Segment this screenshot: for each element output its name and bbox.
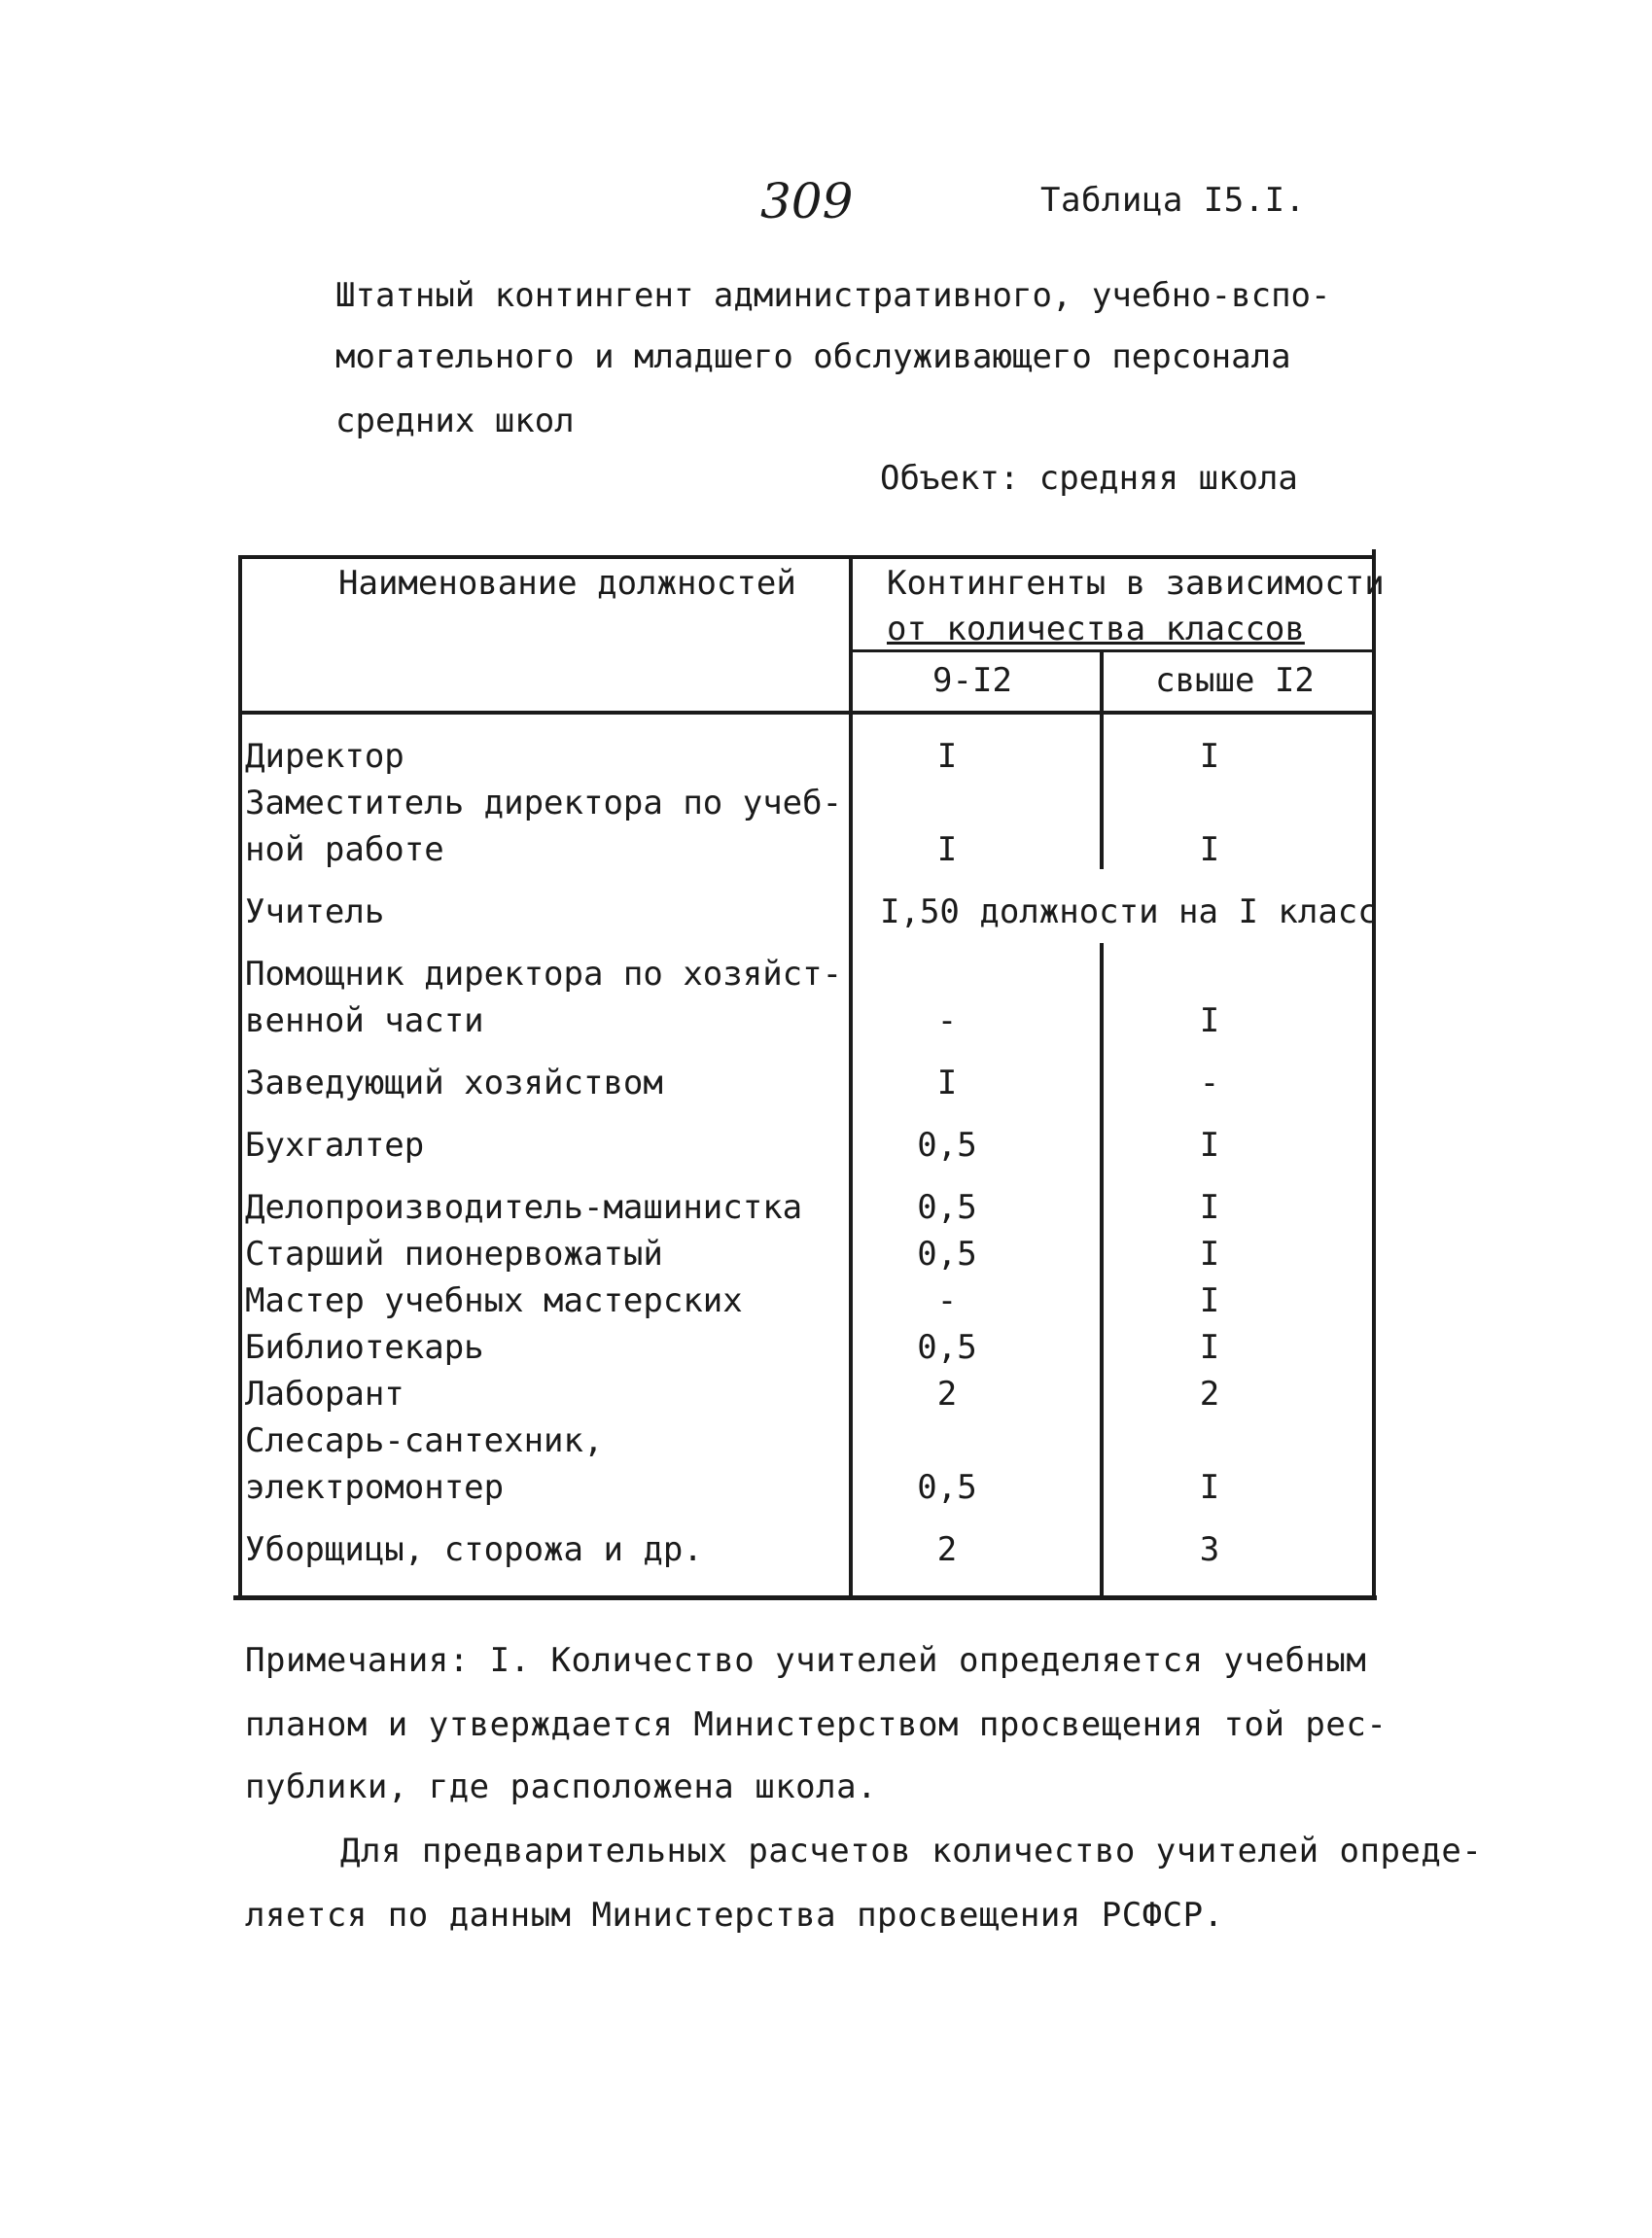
row-name-cont: электромонтер: [245, 1468, 505, 1507]
row-value-over-12: I: [1199, 1126, 1220, 1165]
table-sub-divider-lower: [1100, 943, 1104, 1595]
notes-paragraph-line-2: ляется по данным Министерства просвещения РСФСР.: [245, 1896, 1224, 1935]
row-name: Слесарь-сантехник,: [245, 1421, 604, 1460]
row-value-over-12: I: [1199, 1235, 1220, 1274]
row-value-9-12: 2: [936, 1530, 958, 1569]
row-value-over-12: 3: [1199, 1530, 1220, 1569]
row-value-over-12: 2: [1199, 1375, 1220, 1414]
row-name-cont: ной работе: [245, 830, 444, 869]
caption-line-2: могательного и младшего обслуживающего персонала: [335, 337, 1291, 376]
row-value-over-12: I: [1199, 1001, 1220, 1040]
row-name: Мастер учебных мастерских: [245, 1281, 743, 1320]
caption-line-3: средних школ: [335, 402, 575, 440]
row-value-9-12: I: [936, 1064, 958, 1102]
table-right-border: [1372, 549, 1376, 1599]
row-value-9-12: 0,5: [917, 1235, 977, 1274]
header-position-name: Наименование должностей: [338, 564, 796, 603]
row-name: Лаборант: [245, 1375, 404, 1414]
row-value-9-12: -: [936, 1281, 958, 1320]
row-name: Делопроизводитель-машинистка: [245, 1188, 803, 1227]
page-number: 309: [760, 173, 854, 229]
table-name-divider: [849, 555, 853, 1599]
table-header-rule: [241, 711, 1376, 715]
caption-line-1: Штатный контингент административного, учебно-вспо-: [335, 276, 1331, 315]
row-span-value: I,50 должности на I класс: [880, 892, 1378, 931]
row-value-over-12: I: [1199, 1188, 1220, 1227]
row-value-over-12: I: [1199, 1328, 1220, 1367]
row-value-9-12: 2: [936, 1375, 958, 1414]
row-value-9-12: 0,5: [917, 1126, 977, 1165]
row-name: Старший пионервожатый: [245, 1235, 663, 1274]
row-name: Библиотекарь: [245, 1328, 484, 1367]
row-value-9-12: I: [936, 737, 958, 776]
table-left-border: [238, 555, 242, 1599]
row-name: Бухгалтер: [245, 1126, 425, 1165]
row-name-cont: венной части: [245, 1001, 484, 1040]
table-subheader-rule: [851, 649, 1376, 652]
row-name: Уборщицы, сторожа и др.: [245, 1530, 703, 1569]
header-subcol-over-12: свыше I2: [1155, 661, 1315, 700]
row-name: Учитель: [245, 892, 385, 931]
row-value-9-12: 0,5: [917, 1328, 977, 1367]
row-value-9-12: 0,5: [917, 1188, 977, 1227]
table-top-rule: [241, 555, 1376, 559]
object-line: Объект: средняя школа: [880, 459, 1298, 498]
table-bottom-rule: [233, 1595, 1377, 1600]
row-value-9-12: 0,5: [917, 1468, 977, 1507]
row-name: Заведующий хозяйством: [245, 1064, 663, 1102]
row-value-over-12: I: [1199, 737, 1220, 776]
row-value-over-12: I: [1199, 1281, 1220, 1320]
row-value-over-12: I: [1199, 830, 1220, 869]
notes-line-2: планом и утверждается Министерством просвещения той рес-: [245, 1705, 1388, 1744]
row-value-over-12: -: [1199, 1064, 1220, 1102]
header-contingents-line1: Контингенты в зависимости: [887, 564, 1385, 603]
row-name: Директор: [245, 737, 404, 776]
notes-line-3: публики, где расположена школа.: [245, 1767, 878, 1806]
row-value-over-12: I: [1199, 1468, 1220, 1507]
notes-paragraph-line-1: Для предварительных расчетов количество учителей опреде-: [340, 1832, 1483, 1871]
row-value-9-12: -: [936, 1001, 958, 1040]
table-sub-divider-upper: [1100, 649, 1104, 869]
header-subcol-9-12: 9-I2: [932, 661, 1012, 700]
table-label: Таблица I5.I.: [1040, 181, 1306, 220]
row-value-9-12: I: [936, 830, 958, 869]
header-contingents-line2: от количества классов: [887, 610, 1305, 648]
row-name: Заместитель директора по учеб-: [245, 784, 843, 822]
notes-line-1: Примечания: I. Количество учителей определяется учебным: [245, 1641, 1367, 1680]
row-name: Помощник директора по хозяйст-: [245, 955, 843, 994]
